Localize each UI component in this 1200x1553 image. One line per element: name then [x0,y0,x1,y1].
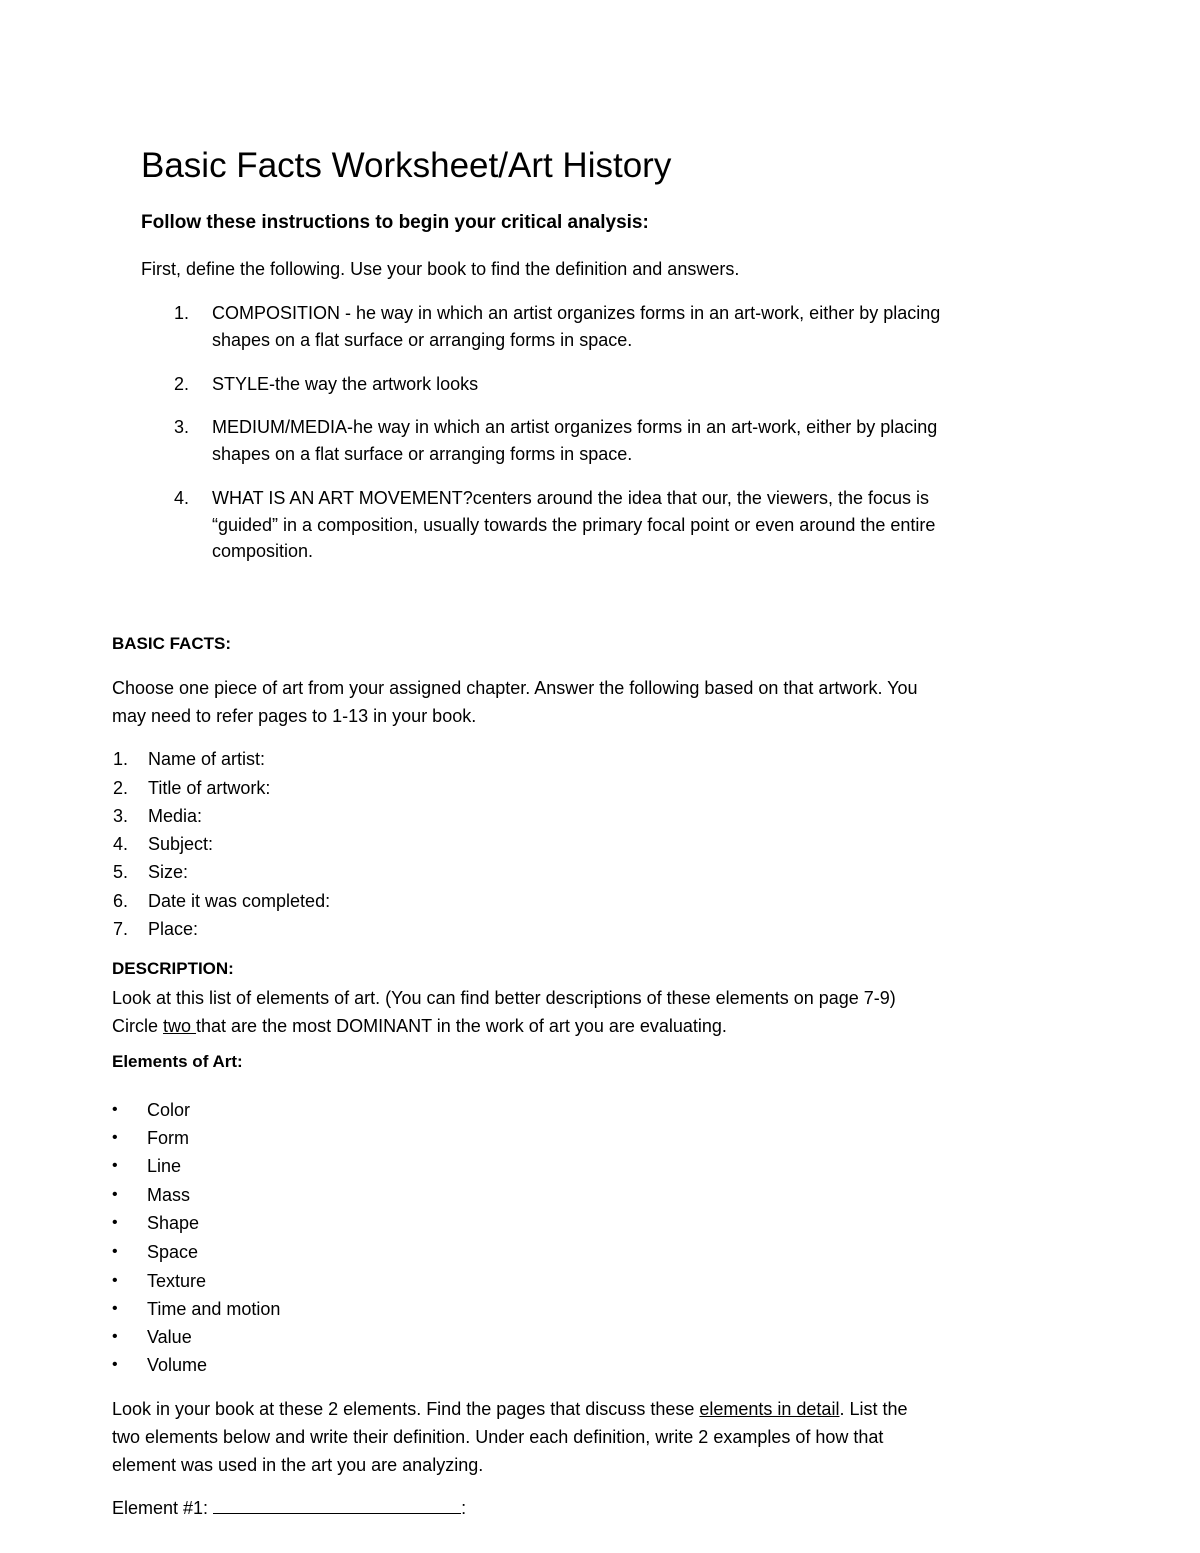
definition-art-movement [212,485,1072,565]
text-run: that are the most DOMINANT in the work of art you are evaluating. [196,1016,727,1036]
fact-size: Size: [148,862,189,882]
bullet-icon: • [112,1186,118,1203]
element-item: Shape [147,1213,200,1233]
element-item: Mass [147,1185,191,1205]
fact-number: 4. [113,834,129,854]
definition-line: MEDIUM/MEDIA-he way in which an artist organizes forms in an art-work, either by placing [212,417,938,437]
fact-number: 7. [113,919,129,939]
paragraph-line: Look at this list of elements of art. (You can find better descriptions of these elements on page 7-9) [112,988,896,1008]
definition-line: COMPOSITION - he way in which an artist organizes forms in an art-work, either by placing [212,303,941,323]
definition-medium [212,414,1072,467]
element-item: Form [147,1128,189,1148]
element-1-blank[interactable] [213,1495,461,1514]
element-item: Color [147,1100,191,1120]
underlined-text: elements in detail [699,1399,840,1419]
element-1-colon: : [461,1498,467,1518]
fact-title-of-artwork: Title of artwork: [148,778,271,798]
underlined-text: two [163,1016,197,1036]
definition-number: 4. [174,488,190,508]
text-run: Circle [112,1016,164,1036]
bullet-icon: • [112,1356,118,1373]
basic-facts-paragraph [112,674,918,730]
paragraph-line: two elements below and write their definition. Under each definition, write 2 examples of how that [112,1427,884,1447]
element-item: Volume [147,1355,208,1375]
element-1-line [112,1495,466,1521]
paragraph-line: may need to refer pages to 1-13 in your book. [112,706,477,726]
bullet-icon: • [112,1157,118,1174]
element-item: Line [147,1156,182,1176]
definition-number: 1. [174,303,190,323]
definition-composition [212,300,1072,353]
fact-number: 1. [113,749,129,769]
elements-heading: Elements of Art: [112,1052,243,1071]
fact-name-of-artist: Name of artist: [148,749,266,769]
text-run: . List the [839,1399,908,1419]
paragraph-line: element was used in the art you are analyzing. [112,1455,484,1475]
fact-number: 5. [113,862,129,882]
paragraph-line [112,1395,908,1423]
text-run: Look in your book at these 2 elements. Find the pages that discuss these [112,1399,700,1419]
paragraph-line [112,1012,896,1040]
bullet-icon: • [112,1214,118,1231]
closing-paragraph [112,1395,908,1479]
fact-number: 6. [113,891,129,911]
page-title: Basic Facts Worksheet/Art History [141,146,672,185]
definition-line: “guided” in a composition, usually towards the primary focal point or even around the entire [212,514,936,535]
definition-number: 3. [174,417,190,437]
fact-place: Place: [148,919,199,939]
basic-facts-heading: BASIC FACTS: [112,634,231,653]
fact-number: 3. [113,806,129,826]
element-item: Space [147,1242,199,1262]
definition-style [212,371,1072,398]
fact-date-completed: Date it was completed: [148,891,331,911]
definition-number: 2. [174,374,190,394]
element-item: Time and motion [147,1299,281,1319]
definition-line: shapes on a flat surface or arranging forms in space. [212,329,633,350]
definition-line: WHAT IS AN ART MOVEMENT?centers around the idea that our, the viewers, the focus is [212,488,929,508]
description-paragraph [112,984,896,1040]
fact-subject: Subject: [148,834,214,854]
bullet-icon: • [112,1101,118,1118]
fact-media: Media: [148,806,203,826]
definition-line: composition. [212,541,314,561]
element-1-label: Element #1: [112,1498,209,1518]
bullet-icon: • [112,1300,118,1317]
description-heading: DESCRIPTION: [112,959,234,978]
definition-line: STYLE-the way the artwork looks [212,374,479,394]
fact-number: 2. [113,778,129,798]
element-item: Texture [147,1271,207,1291]
bullet-icon: • [112,1129,118,1146]
instructions-heading: Follow these instructions to begin your critical analysis: [141,212,649,233]
element-item: Value [147,1327,192,1347]
bullet-icon: • [112,1328,118,1345]
intro-text: First, define the following. Use your book to find the definition and answers. [141,259,740,279]
bullet-icon: • [112,1243,118,1260]
bullet-icon: • [112,1272,118,1289]
definition-line: shapes on a flat surface or arranging forms in space. [212,443,633,464]
paragraph-line: Choose one piece of art from your assigned chapter. Answer the following based on that artwork. You [112,678,918,698]
